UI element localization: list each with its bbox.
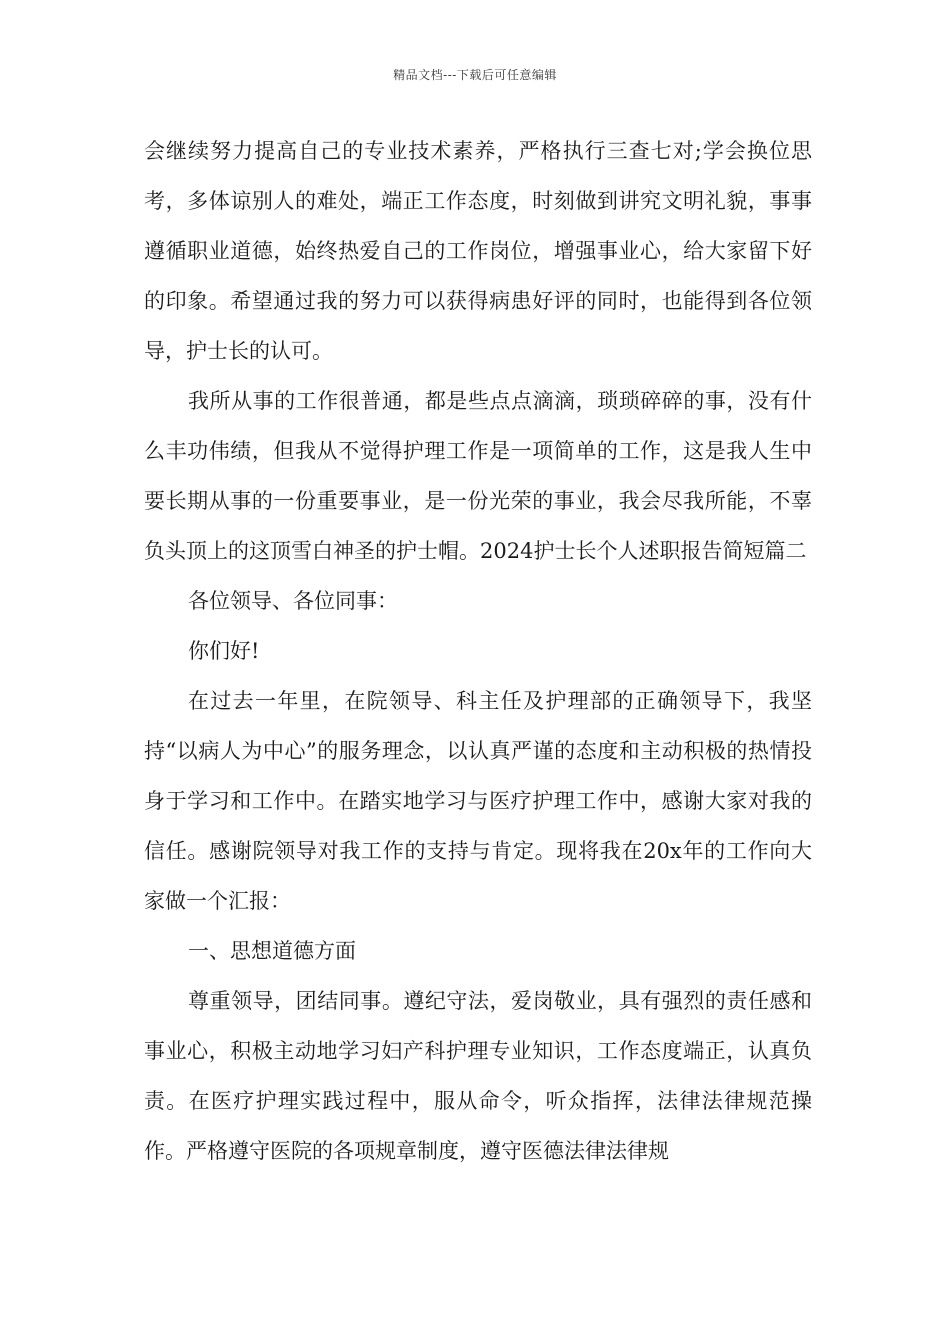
paragraph-salutation: 各位领导、各位同事： — [188, 589, 398, 613]
document-body — [144, 126, 812, 1176]
paragraph-greeting: 你们好! — [188, 639, 260, 663]
paragraph-intro: 在过去一年里，在院领导、科主任及护理部的正确领导下，我坚持“以病人为中心”的服务理念，以认真严谨的态度和主动积极的热情投身于学习和工作中。在踏实地学习与医疗护理工作中，感谢大家对我的信任。感谢院领导对我工作的支持与肯定。现将我在20x年的工作向大家做一个汇报： — [144, 689, 812, 913]
section-heading: 一、思想道德方面 — [188, 939, 356, 963]
paragraph-work-reflection: 我所从事的工作很普通，都是些点点滴滴，琐琐碎碎的事，没有什么丰功伟绩，但我从不觉得护理工作是一项简单的工作，这是我人生中要长期从事的一份重要事业，是一份光荣的事业，我会尽我所能，不辜负头顶上的这顶雪白神圣的护士帽。2024护士长个人述职报告简短篇二 — [144, 389, 812, 563]
paragraph-ethics: 尊重领导，团结同事。遵纪守法，爱岗敬业，具有强烈的责任感和事业心，积极主动地学习妇产科护理专业知识，工作态度端正，认真负责。在医疗护理实践过程中，服从命令，听众指挥，法律法律规范操作。严格遵守医院的各项规章制度，遵守医德法律法律规 — [144, 989, 812, 1163]
page-header: 精品文档---下载后可任意编辑 — [393, 68, 557, 82]
paragraph-continuation: 会继续努力提高自己的专业技术素养，严格执行三查七对;学会换位思考，多体谅别人的难处，端正工作态度，时刻做到讲究文明礼貌，事事遵循职业道德，始终热爱自己的工作岗位，增强事业心，给大家留下好的印象。希望通过我的努力可以获得病患好评的同时，也能得到各位领导，护士长的认可。 — [144, 139, 812, 363]
